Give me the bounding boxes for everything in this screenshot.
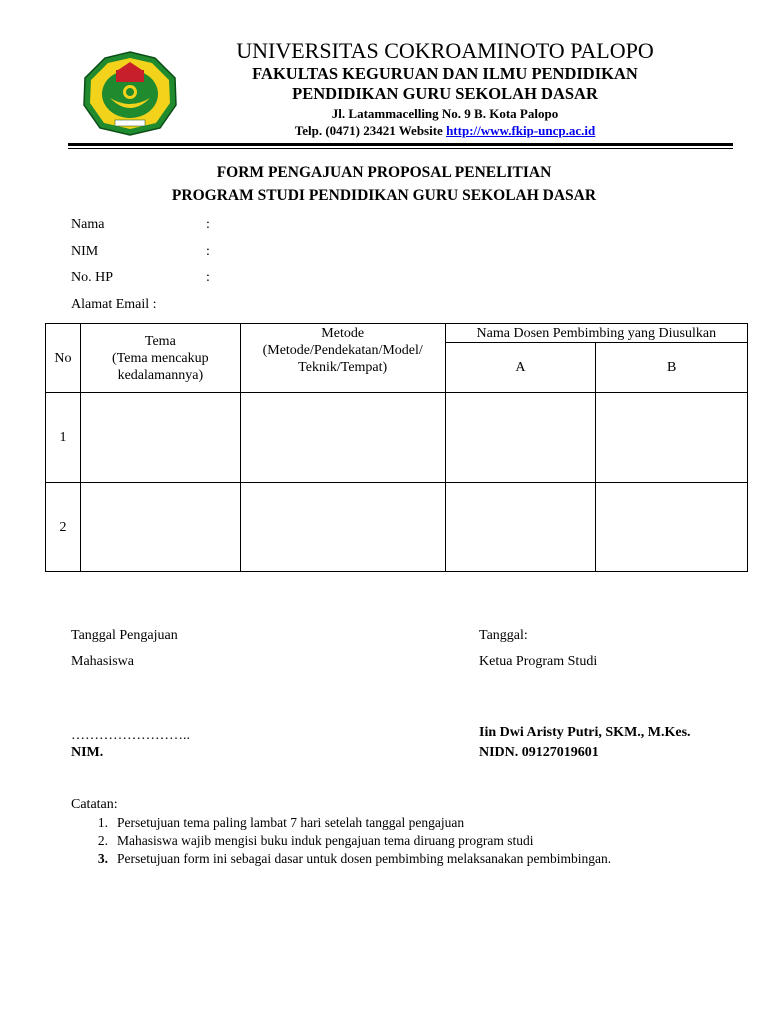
row-number: 1: [46, 393, 81, 483]
header-dosen: Nama Dosen Pembimbing yang Diusulkan: [445, 324, 747, 343]
header-metode-line1: Metode: [321, 326, 365, 341]
dosen-b-cell[interactable]: [596, 393, 748, 483]
table-row: [46, 483, 748, 572]
student-signature-line: ……………………..: [71, 728, 190, 743]
note-number: 3.: [97, 851, 108, 866]
form-subtitle: PROGRAM STUDI PENDIDIKAN GURU SEKOLAH DASAR: [171, 187, 597, 204]
header-tema: [80, 324, 240, 393]
metode-cell[interactable]: [240, 483, 445, 572]
head-nidn: NIDN. 09127019601: [479, 745, 599, 760]
header-rule-thin: [68, 148, 733, 149]
header-rule-thick: [68, 143, 733, 146]
name-label: Nama: [71, 217, 105, 232]
note-number: 1.: [97, 815, 108, 830]
contact-line: [185, 123, 705, 139]
phone-label: No. HP: [71, 270, 114, 285]
header-tema-line3: kedalamannya): [117, 367, 204, 383]
phone-text: Telp. (0471) 23421 Website: [294, 123, 447, 138]
head-name: Iin Dwi Aristy Putri, SKM., M.Kes.: [479, 725, 691, 740]
header-metode-line3: Teknik/Tempat): [298, 360, 388, 375]
note-text: Mahasiswa wajib mengisi buku induk pengajuan tema diruang program studi: [117, 833, 534, 848]
header-no: No: [46, 324, 81, 393]
name-colon: :: [206, 217, 210, 232]
approval-date-label: Tanggal:: [479, 628, 528, 643]
website-link[interactable]: http://www.fkip-uncp.ac.id: [446, 123, 596, 138]
tema-cell[interactable]: [80, 393, 240, 483]
row-number: 2: [46, 483, 81, 572]
note-text: Persetujuan tema paling lambat 7 hari setelah tanggal pengajuan: [117, 815, 465, 830]
head-role: Ketua Program Studi: [479, 654, 598, 669]
nim-colon: :: [206, 244, 210, 259]
header-dosen-b: B: [596, 343, 748, 393]
header-tema-line2: (Tema mencakup: [112, 350, 209, 366]
nim-label: NIM: [71, 244, 99, 259]
faculty-name: FAKULTAS KEGURUAN DAN ILMU PENDIDIKAN: [252, 64, 638, 83]
phone-colon: :: [206, 270, 210, 285]
email-label: Alamat Email :: [71, 297, 157, 312]
address: Jl. Latammacelling No. 9 B. Kota Palopo: [331, 106, 559, 121]
header-dosen-a: A: [445, 343, 596, 393]
form-title: FORM PENGAJUAN PROPOSAL PENELITIAN: [216, 164, 552, 181]
dosen-a-cell[interactable]: [445, 393, 596, 483]
university-crest-icon: [80, 50, 180, 136]
header-metode-line2: (Metode/Pendekatan/Model/: [262, 343, 423, 358]
notes-title: Catatan:: [71, 797, 118, 812]
student-role: Mahasiswa: [71, 654, 134, 669]
header-metode: [240, 324, 445, 393]
note-text: Persetujuan form ini sebagai dasar untuk dosen pembimbing melaksanakan pembimbingan.: [117, 851, 612, 866]
note-number: 2.: [97, 833, 108, 848]
dosen-b-cell[interactable]: [596, 483, 748, 572]
dosen-a-cell[interactable]: [445, 483, 596, 572]
proposal-table: [45, 323, 748, 572]
header-tema-line1: Tema: [144, 333, 176, 349]
submission-date-label: Tanggal Pengajuan: [71, 628, 178, 643]
metode-cell[interactable]: [240, 393, 445, 483]
tema-cell[interactable]: [80, 483, 240, 572]
university-name: UNIVERSITAS COKROAMINOTO PALOPO: [236, 38, 654, 63]
student-nim-label: NIM.: [71, 745, 104, 760]
table-row: [46, 393, 748, 483]
program-name: PENDIDIKAN GURU SEKOLAH DASAR: [292, 84, 598, 103]
